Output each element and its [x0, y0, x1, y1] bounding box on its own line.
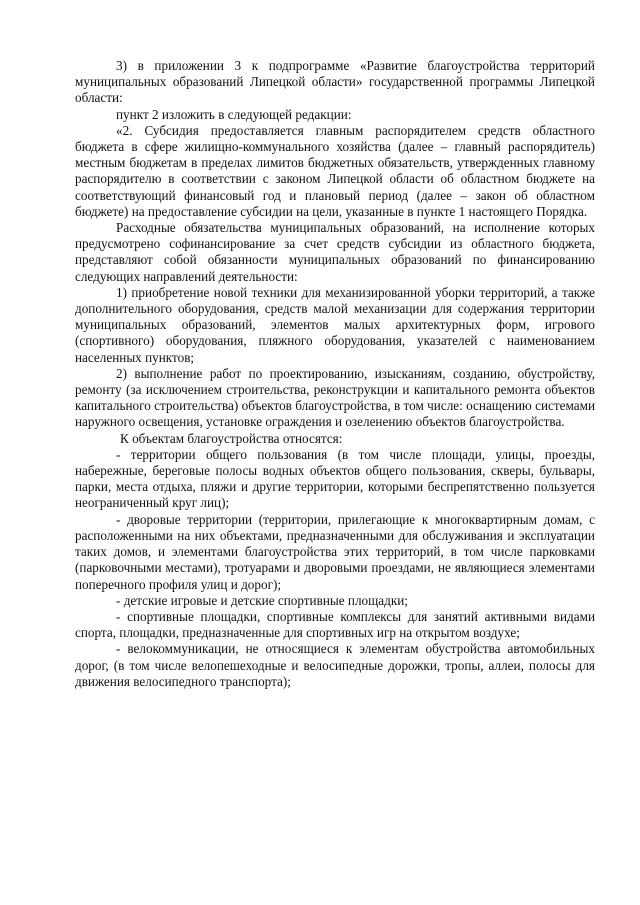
paragraph-expense-obligations: Расходные обязательства муниципальных образований, на исполнение которых предусмотрено софинансирование за счет средств субсидии из областного бюджета, представляют собой обязанности муниципальных образований по финансированию следующих направлений деятельности:	[75, 220, 595, 284]
list-item-sports-grounds: - спортивные площадки, спортивные комплексы для занятий активными видами спорта, площадки, предназначенные для спортивных игр на открытом воздухе;	[75, 608, 595, 641]
document-page	[75, 58, 595, 690]
list-item-playgrounds: - детские игровые и детские спортивные площадки;	[116, 592, 408, 608]
paragraph-subprogram-appendix: 3) в приложении 3 к подпрограмме «Развитие благоустройства территорий муниципальных образований Липецкой области» государственной программы Липецкой области:	[75, 58, 595, 106]
paragraph-item-2-works: 2) выполнение работ по проектированию, изысканиям, созданию, обустройству, ремонту (за исключением строительства, реконструкции и капитального ремонта объектов капитального строительства) объектов благоустройства, в том числе: оснащению системами наружного освещения, установке ограждения и озеленению объектов благоустройства.	[75, 365, 595, 430]
list-item-public-territories: - территории общего пользования (в том числе площади, улицы, проезды, набережные, береговые полосы водных объектов общего пользования, скверы, бульвары, парки, места отдыха, пляжи и другие территории, которыми беспрепятственно пользуется неограниченный круг лиц);	[75, 446, 595, 511]
list-item-courtyard-territories: - дворовые территории (территории, прилегающие к многоквартирным домам, с расположенными на них объектами, предназначенными для обслуживания и эксплуатации таких домов, и элементами благоустройства этих территорий, в том числе парковками (парковочными местами), тротуарами и дворовыми проездами, не являющиеся элементами поперечного профиля улиц и дорог);	[75, 511, 595, 592]
paragraph-subsidy-provision: «2. Субсидия предоставляется главным распорядителем средств областного бюджета в сфере жилищно-коммунального хозяйства (далее – главный распорядитель) местным бюджетам в пределах лимитов бюджетных обязательств, утвержденных главному распорядителю в соответствии с законом Липецкой области об областном бюджете на соответствующий финансовый год и плановый период (далее – закон об областном бюджете) на предоставление субсидии на цели, указанные в пункте 1 настоящего Порядка.	[75, 122, 595, 219]
paragraph-item-1-equipment: 1) приобретение новой техники для механизированной уборки территорий, а также дополнительного оборудования, средств малой механизации для содержания территории муниципальных образований, элементов малых архитектурных форм, игрового (спортивного) оборудования, пляжного оборудования, указателей с наименованием населенных пунктов;	[75, 284, 595, 365]
paragraph-point-2-intro: пункт 2 изложить в следующей редакции:	[116, 106, 352, 122]
list-item-bicycle-communications: - велокоммуникации, не относящиеся к элементам обустройства автомобильных дорог, (в том числе велопешеходные и велосипедные дорожки, тропы, аллеи, полосы для движения велосипедного транспорта);	[75, 641, 595, 689]
paragraph-objects-heading: К объектам благоустройства относятся:	[120, 430, 343, 446]
